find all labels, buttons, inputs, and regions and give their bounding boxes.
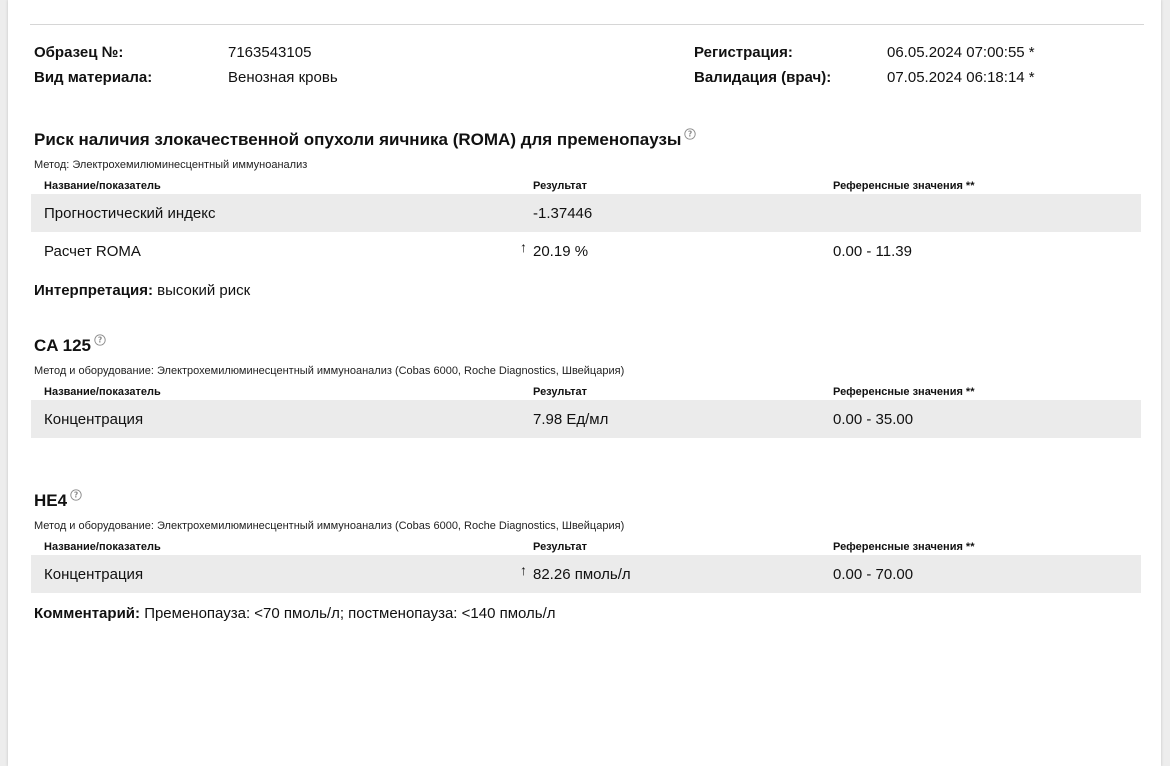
row-name: Прогностический индекс <box>44 204 216 222</box>
registration-value: 06.05.2024 07:00:55 * <box>887 44 1035 61</box>
sample-number-label: Образец №: <box>34 44 124 61</box>
registration-label: Регистрация: <box>694 44 793 61</box>
row-reference: 0.00 - 11.39 <box>833 242 912 260</box>
row-result-value: -1.37446 <box>533 204 593 222</box>
section-he4 <box>34 491 1144 622</box>
svg-text:?: ? <box>688 129 693 139</box>
section-title <box>34 336 1144 356</box>
method-text: Метод и оборудование: Электрохемилюминесцентный иммуноанализ (Cobas 6000, Roche Diagnostics, Швейцария) <box>34 520 625 532</box>
row-result <box>520 561 833 583</box>
report-page <box>8 0 1161 766</box>
report-content <box>34 44 1144 622</box>
sample-info <box>34 44 1144 92</box>
header-result: Результат <box>533 180 588 192</box>
interpretation <box>34 282 1144 299</box>
section-title-text: HE4 <box>34 491 68 510</box>
top-divider <box>30 24 1144 25</box>
material-label: Вид материала: <box>34 69 153 86</box>
interpretation-label: Интерпретация: <box>34 282 153 299</box>
row-result-value: 7.98 Ед/мл <box>533 410 609 428</box>
sample-number-value: 7163543105 <box>228 44 312 61</box>
header-name: Название/показатель <box>44 386 161 398</box>
row-reference: 0.00 - 70.00 <box>833 565 914 583</box>
arrow-up-icon: ↑ <box>520 561 527 578</box>
question-circle-icon[interactable] <box>684 128 696 140</box>
results-table <box>31 539 1141 593</box>
section-title-text: CA 125 <box>34 336 92 355</box>
method-text: Метод: Электрохемилюминесцентный иммуноанализ <box>34 159 308 171</box>
comment-label: Комментарий: <box>34 605 141 622</box>
table-header <box>31 384 1141 400</box>
validation-label: Валидация (врач): <box>694 69 832 86</box>
table-row <box>31 194 1141 232</box>
table-header <box>31 539 1141 555</box>
row-result <box>533 205 833 222</box>
header-reference: Референсные значения ** <box>833 180 975 192</box>
table-row <box>31 400 1141 438</box>
validation-value: 07.05.2024 06:18:14 * <box>887 69 1035 86</box>
question-circle-icon[interactable] <box>94 334 106 346</box>
row-result <box>520 238 833 260</box>
header-name: Название/показатель <box>44 180 161 192</box>
table-header <box>31 178 1141 194</box>
svg-text:?: ? <box>97 335 103 345</box>
question-circle-icon[interactable] <box>70 489 82 501</box>
material-value: Венозная кровь <box>228 69 338 86</box>
row-result-value: 20.19 % <box>533 242 589 260</box>
interpretation-value: высокий риск <box>157 282 251 299</box>
svg-text:?: ? <box>73 490 79 500</box>
section-title <box>34 130 1144 150</box>
results-table <box>31 178 1141 270</box>
row-name: Концентрация <box>44 410 144 428</box>
table-row <box>31 555 1141 593</box>
table-row <box>31 232 1141 270</box>
header-result: Результат <box>533 541 588 553</box>
comment <box>34 605 1144 622</box>
comment-value: Пременопауза: <70 пмоль/л; постменопауза: <140 пмоль/л <box>144 605 556 622</box>
row-name: Расчет ROMA <box>44 242 141 260</box>
method-text: Метод и оборудование: Электрохемилюминесцентный иммуноанализ (Cobas 6000, Roche Diagnostics, Швейцария) <box>34 365 625 377</box>
section-title-text: Риск наличия злокачественной опухоли яичника (ROMA) для пременопаузы <box>34 130 682 149</box>
section-roma <box>34 130 1144 299</box>
header-reference: Референсные значения ** <box>833 386 975 398</box>
arrow-up-icon: ↑ <box>520 238 527 255</box>
header-name: Название/показатель <box>44 541 161 553</box>
results-table <box>31 384 1141 438</box>
header-result: Результат <box>533 386 588 398</box>
header-reference: Референсные значения ** <box>833 541 975 553</box>
row-reference: 0.00 - 35.00 <box>833 410 914 428</box>
section-ca125 <box>34 336 1144 438</box>
row-name: Концентрация <box>44 565 144 583</box>
row-result <box>533 411 833 428</box>
section-title <box>34 491 1144 511</box>
row-result-value: 82.26 пмоль/л <box>533 565 631 583</box>
